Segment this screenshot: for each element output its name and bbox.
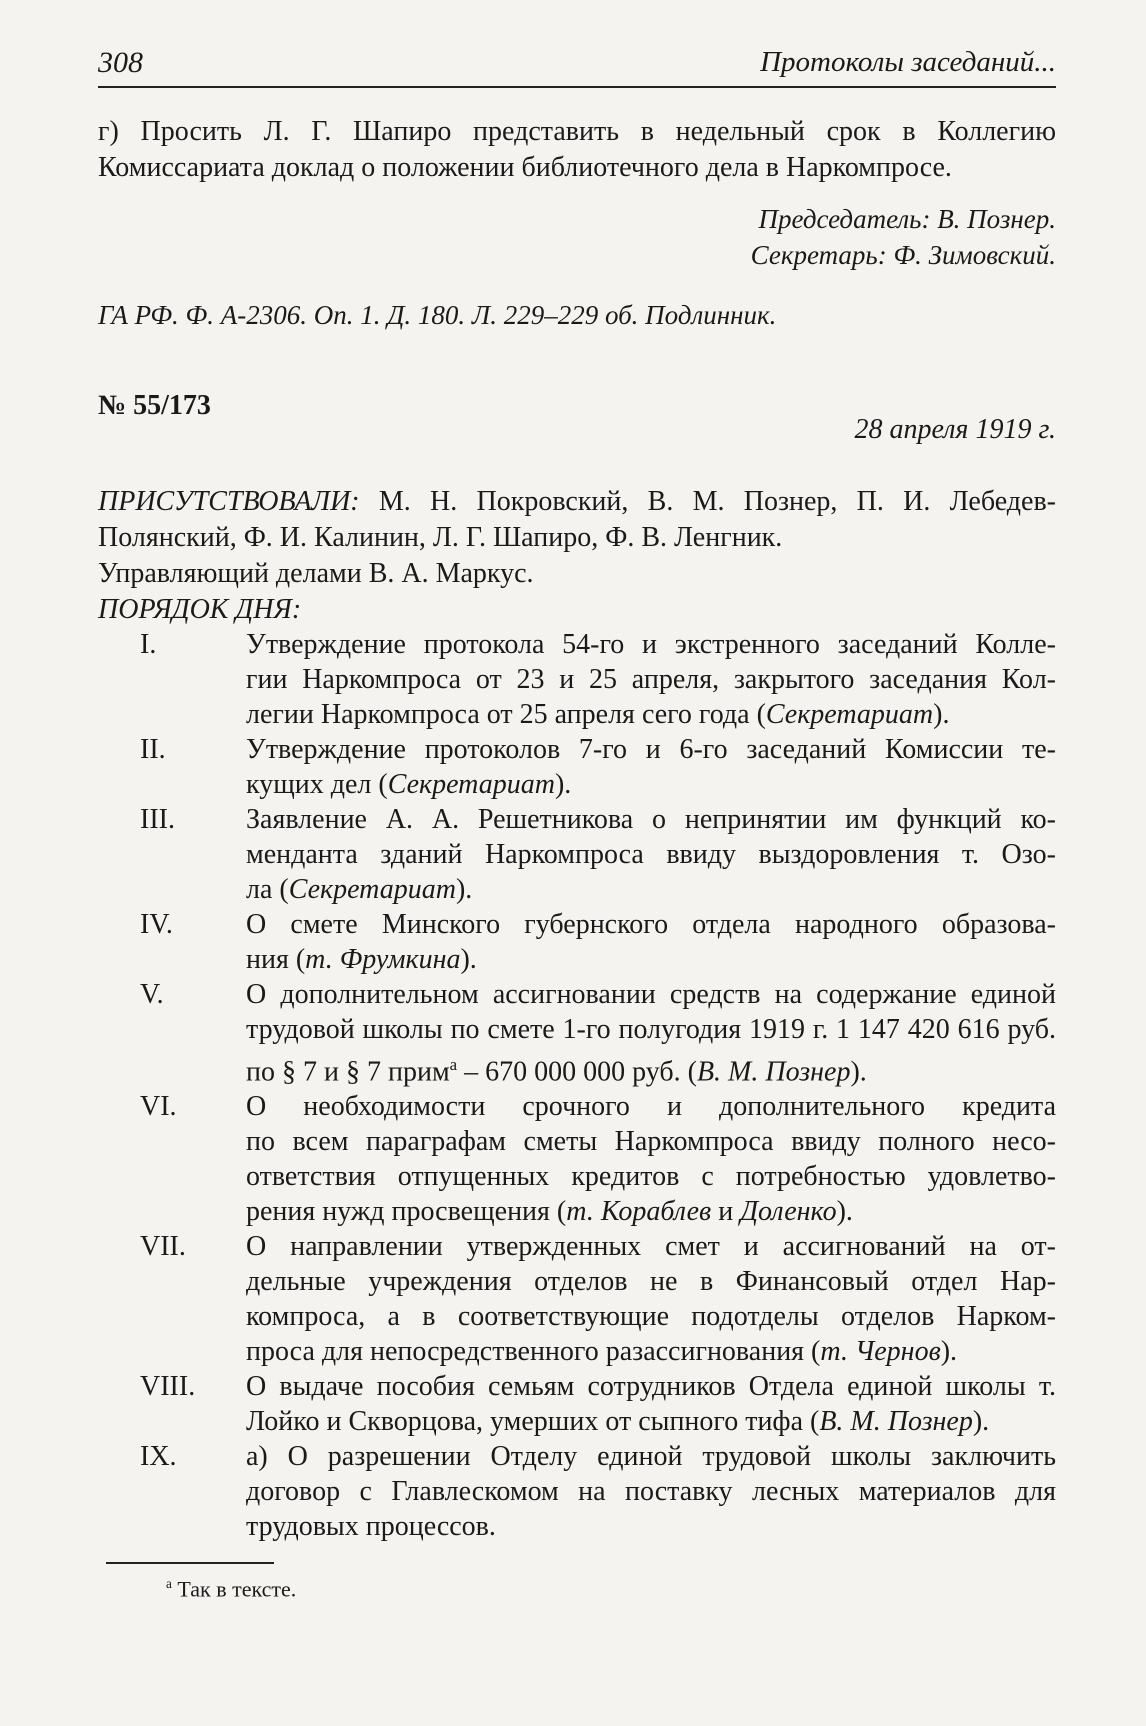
- agenda-item-line: проса для непосредственного разассигнования (т. Чернов).: [246, 1336, 958, 1368]
- agenda-item-line: О выдаче пособия семьям сотрудников Отдела единой школы т.: [246, 1371, 1056, 1403]
- secretary-signature: Секретарь: Ф. Зимовский.: [750, 240, 1056, 270]
- agenda-item-text: [246, 907, 1056, 977]
- agenda-item-number: VI.: [140, 1091, 177, 1123]
- page-number: 308: [98, 46, 143, 79]
- agenda-item-line: О смете Минского губернского отдела народного образова-: [246, 909, 1056, 940]
- present-label: ПРИСУТСТВОВАЛИ:: [98, 486, 360, 517]
- agenda-item-line: компроса, а в соответствующие подотделы отделов Нарком-: [246, 1301, 1056, 1333]
- agenda-item-line: Лойко и Скворцова, умерших от сыпного тифа (В. М. Познер).: [246, 1406, 990, 1438]
- agenda-item: [98, 1369, 1056, 1439]
- agenda-item-number: VII.: [140, 1231, 186, 1263]
- agenda-item-text: [246, 1089, 1056, 1229]
- agenda-item: [98, 1439, 1056, 1544]
- agenda-item-number: II.: [140, 734, 166, 765]
- agenda-item: [98, 802, 1056, 907]
- agenda-item-line: по § 7 и § 7 прим$^а$ – 670 000 000 руб. (В. М. Познер).: [246, 1055, 867, 1088]
- agenda-item-number: IV.: [140, 909, 173, 940]
- agenda-item-text: [246, 977, 1056, 1089]
- agenda-item-line: ния (т. Фрумкина).: [246, 944, 477, 975]
- agenda-item-line: О необходимости срочного и дополнительного кредита: [246, 1091, 1056, 1123]
- continuation-paragraph: [98, 114, 1056, 186]
- agenda-item-line: ответствия отпущенных кредитов с потребностью удовлетво-: [246, 1161, 1056, 1193]
- present-line-2: Полянский, Ф. И. Калинин, Л. Г. Шапиро, Ф. В. Ленгник.: [98, 522, 783, 553]
- protocol-date: 28 апреля 1919 г.: [854, 414, 1056, 445]
- continuation-line-1: г) Просить Л. Г. Шапиро представить в недельный срок в Коллегию: [98, 116, 1056, 147]
- agenda-item-text: [246, 1439, 1056, 1544]
- agenda-item-number: V.: [140, 979, 164, 1010]
- continuation-line-2: Комиссариата доклад о положении библиотечного дела в Наркомпросе.: [98, 152, 952, 183]
- agenda-item-line: договор с Главлескомом на поставку лесных материалов для: [246, 1476, 1056, 1508]
- agenda-item-line: легии Наркомпроса от 25 апреля сего года (Секретариат).: [246, 699, 950, 730]
- agenda-item-line: дельные учреждения отделов не в Финансовый отдел Нар-: [246, 1266, 1056, 1298]
- archive-source: ГА РФ. Ф. А-2306. Оп. 1. Д. 180. Л. 229–229 об. Подлинник.: [98, 300, 777, 330]
- agenda-item-number: I.: [140, 629, 157, 660]
- agenda-item: [98, 977, 1056, 1089]
- footnote: [166, 1576, 296, 1602]
- agenda-item-number: IX.: [140, 1441, 177, 1473]
- agenda-item: [98, 1229, 1056, 1369]
- agenda-item: [98, 732, 1056, 802]
- page-header: [98, 44, 1056, 88]
- agenda-item-line: О направлении утвержденных смет и ассигнований на от-: [246, 1231, 1056, 1263]
- agenda-list: [98, 627, 1056, 1544]
- agenda-item-line: рения нужд просвещения (т. Кораблев и Доленко).: [246, 1196, 853, 1228]
- agenda-item-line: трудовых процессов.: [246, 1511, 496, 1543]
- agenda-item-text: [246, 1369, 1056, 1439]
- agenda-item-line: Заявление А. А. Решетникова о непринятии им функций ко-: [246, 804, 1056, 835]
- present-paragraph: [98, 484, 1056, 592]
- agenda-item-text: [246, 732, 1056, 802]
- agenda-item-text: [246, 1229, 1056, 1369]
- agenda-item: [98, 627, 1056, 732]
- agenda-item-line: а) О разрешении Отделу единой трудовой школы заключить: [246, 1441, 1056, 1473]
- agenda-item-line: Утверждение протокола 54-го и экстренного заседаний Колле-: [246, 629, 1056, 660]
- agenda-item-number: VIII.: [140, 1371, 196, 1403]
- present-names-1: М. Н. Покровский, В. М. Познер, П. И. Лебедев-: [378, 486, 1057, 517]
- agenda-item-line: ла (Секретариат).: [246, 874, 473, 905]
- agenda-item-line: менданта зданий Наркомпроса ввиду выздоровления т. Озо-: [246, 839, 1056, 870]
- signature-block: [98, 201, 1056, 273]
- footnote-marker: а: [166, 1576, 172, 1591]
- footnote-rule: [106, 1562, 274, 1564]
- agenda-item-line: по всем параграфам сметы Наркомпроса ввиду полного несо-: [246, 1126, 1056, 1158]
- agenda-item-line: кущих дел (Секретариат).: [246, 769, 572, 800]
- agenda-item-text: [246, 802, 1056, 907]
- present-line-1: [98, 484, 1056, 520]
- agenda-item: [98, 907, 1056, 977]
- agenda-item-line: О дополнительном ассигновании средств на содержание единой: [246, 979, 1056, 1010]
- agenda-item-number: III.: [140, 804, 175, 835]
- chairman-signature: Председатель: В. Познер.: [758, 204, 1056, 234]
- footnote-text: Так в тексте.: [177, 1576, 297, 1602]
- agenda-item: [98, 1089, 1056, 1229]
- protocol-number: № 55/173: [98, 390, 211, 421]
- agenda-item-line: Утверждение протоколов 7-го и 6-го заседаний Комиссии те-: [246, 734, 1056, 765]
- agenda-title: ПОРЯДОК ДНЯ:: [98, 594, 302, 625]
- present-line-3: Управляющий делами В. А. Маркус.: [98, 558, 534, 589]
- agenda-item-text: [246, 627, 1056, 732]
- agenda-item-line: трудовой школы по смете 1-го полугодия 1919 г. 1 147 420 616 руб.: [246, 1014, 1056, 1045]
- running-title: Протоколы заседаний...: [760, 46, 1056, 78]
- agenda-item-line: гии Наркомпроса от 23 и 25 апреля, закрытого заседания Кол-: [246, 664, 1056, 695]
